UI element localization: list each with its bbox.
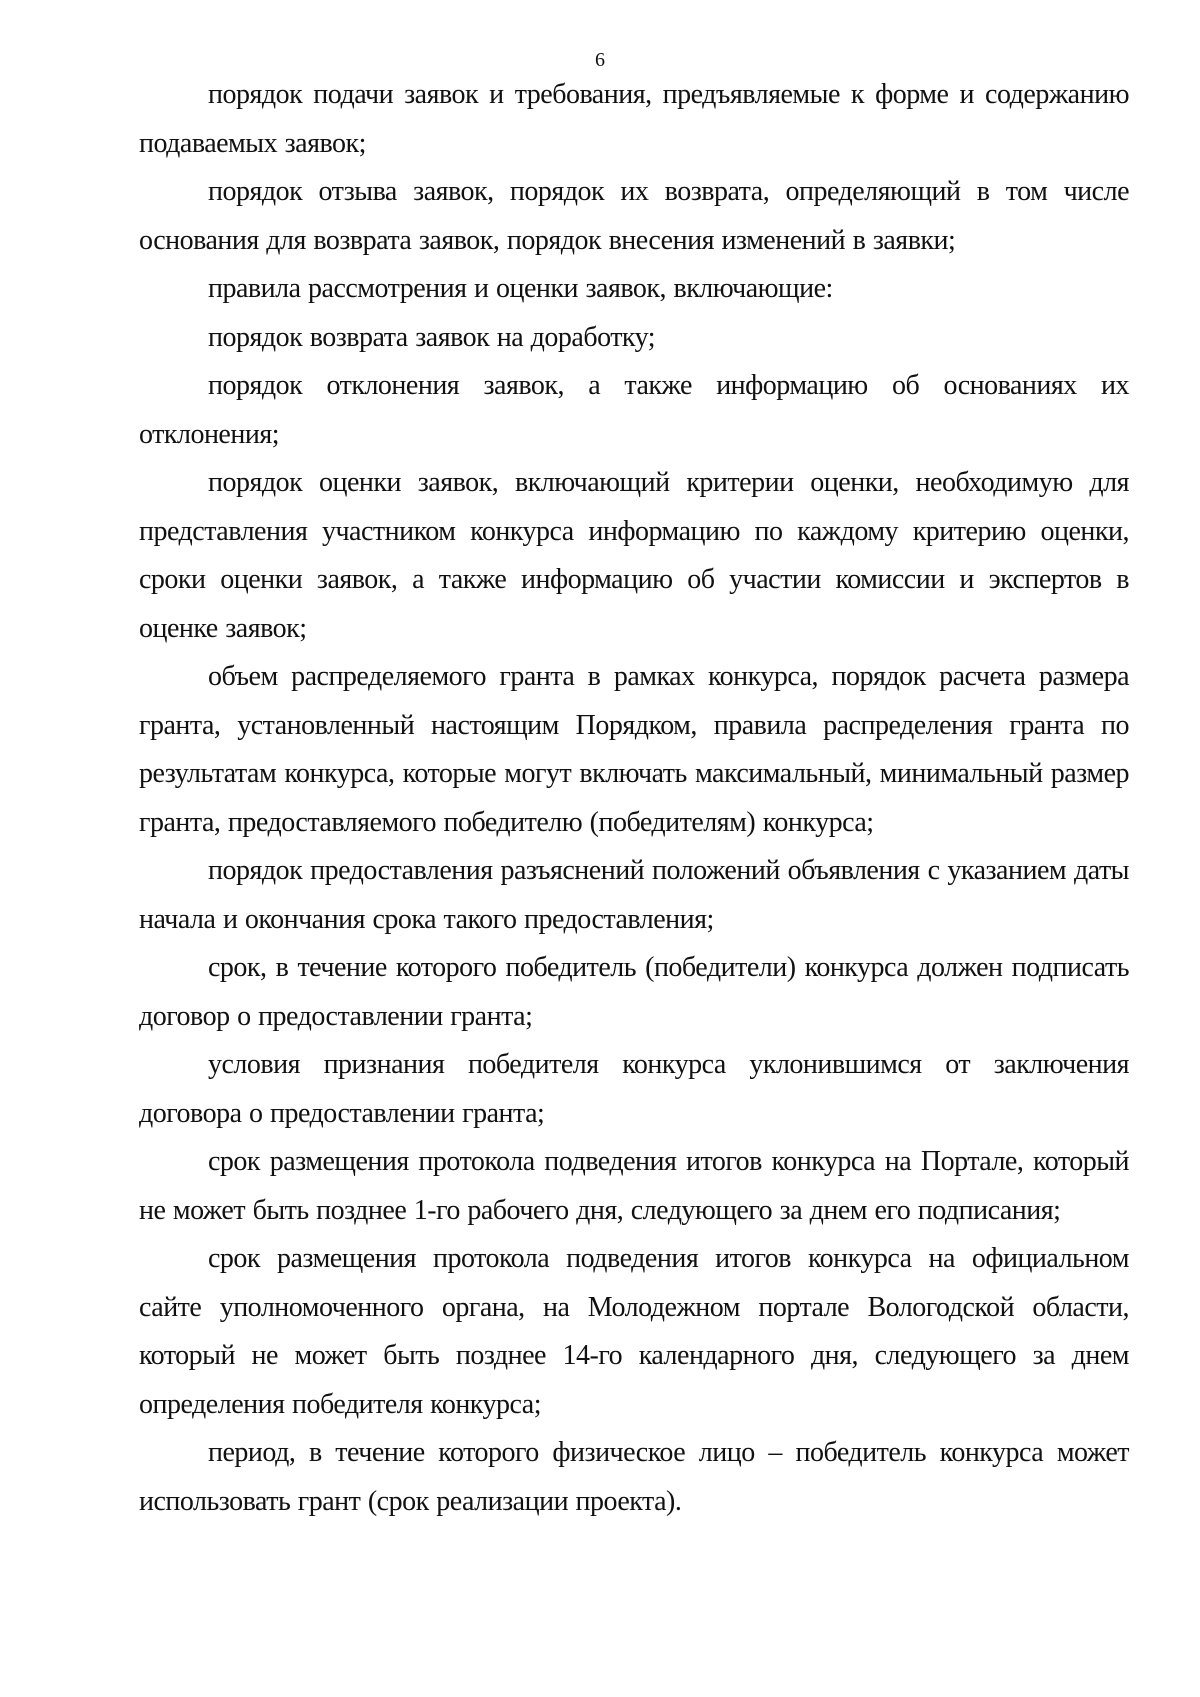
page-number: 6 <box>595 49 605 71</box>
paragraph-review-rules: правила рассмотрения и оценки заявок, включающие: <box>208 273 833 304</box>
paragraph-winner-evasion: условия признания победителя конкурса уклонившимся от заключения договора о предоставлении гранта; <box>139 1049 1129 1129</box>
paragraph-grant-usage-period: период, в течение которого физическое лицо – победитель конкурса может использовать грант (срок реализации проекта). <box>139 1437 1129 1517</box>
document-body <box>139 71 1129 1526</box>
paragraph-application-procedure: порядок подачи заявок и требования, предъявляемые к форме и содержанию подаваемых заявок; <box>139 79 1129 159</box>
paragraph-grant-volume: объем распределяемого гранта в рамках конкурса, порядок расчета размера гранта, установленный настоящим Порядком, правила распределения гранта по результатам конкурса, которые могут включать максимальный, минимальный размер гранта, предоставляемого победителю (победителям) конкурса; <box>139 661 1129 838</box>
paragraph-protocol-portal: срок размещения протокола подведения итогов конкурса на Портале, который не может быть позднее 1-го рабочего дня, следующего за днем его подписания; <box>139 1146 1129 1226</box>
paragraph-rejection-procedure: порядок отклонения заявок, а также информацию об основаниях их отклонения; <box>139 370 1129 450</box>
paragraph-return-for-revision: порядок возврата заявок на доработку; <box>208 321 656 353</box>
paragraph-contract-signing-term: срок, в течение которого победитель (победители) конкурса должен подписать договор о предоставлении гранта; <box>139 952 1129 1032</box>
paragraph-application-withdrawal: порядок отзыва заявок, порядок их возврата, определяющий в том числе основания для возврата заявок, порядок внесения изменений в заявки; <box>139 176 1129 256</box>
paragraph-protocol-official-site: срок размещения протокола подведения итогов конкурса на официальном сайте уполномоченного органа, на Молодежном портале Вологодской области, который не может быть позднее 14-го календарного дня, следующего за днем определения победителя конкурса; <box>139 1243 1129 1420</box>
paragraph-evaluation-procedure: порядок оценки заявок, включающий критерии оценки, необходимую для представления участником конкурса информацию по каждому критерию оценки, сроки оценки заявок, а также информацию об участии комиссии и экспертов в оценке заявок; <box>139 467 1129 644</box>
paragraph-clarifications: порядок предоставления разъяснений положений объявления с указанием даты начала и окончания срока такого предоставления; <box>139 855 1129 935</box>
